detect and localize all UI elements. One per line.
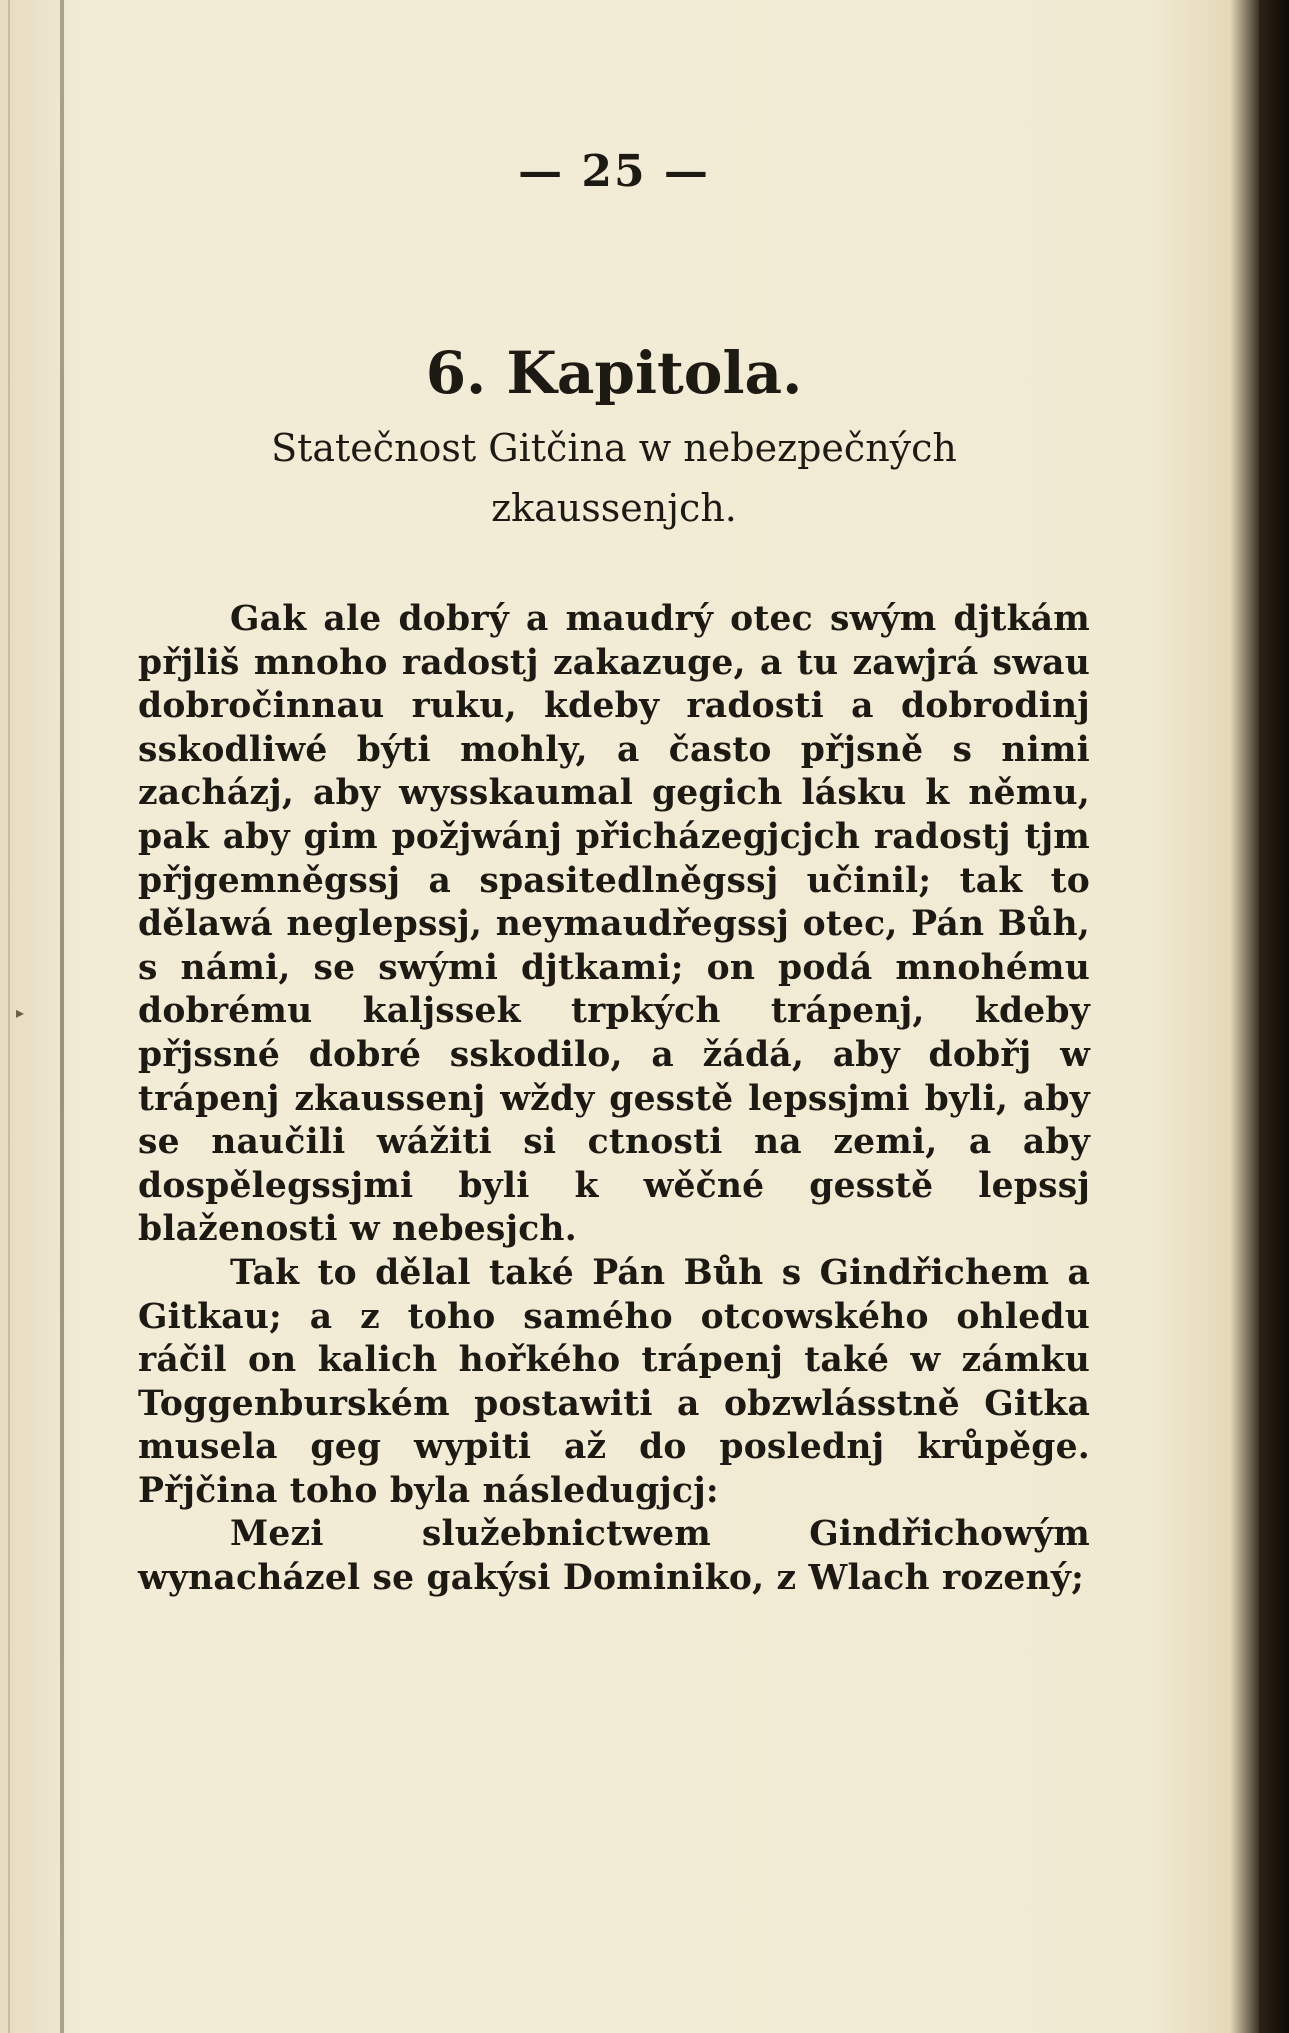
paragraph: Gak ale dobrý a maudrý otec swým djtkám přjliš mnoho radostj zakazuge, a tu zawjrá swau dobročinnau ruku, kdeby radosti a dobrodinj sskodliwé býti mohly, a často přjsně s nimi zacházj, aby wysskaumal gegich lásku k němu, pak aby gim požjwánj přicházegjcjch radostj tjm přjgemněgssj a spasitedlněgssj učinil; tak to dělawá neglepssj, neymaudřegssj otec, Pán Bůh, s námi, se swými djtkami; on podá mnohému dobrému kaljssek trpkých trápenj, kdeby přjssné dobré sskodilo, a žádá, aby dobřj w trápenj zkaussenj wždy gesstě lepssjmi byli, aby se naučili wážiti si ctnosti na zemi, a aby dospělegssjmi byli k wěčné gesstě lepssj blaženosti w nebesjch. xyxy=(138,599,1090,1250)
book-edge-shadow xyxy=(1259,0,1289,2033)
page-number: — 25 — xyxy=(518,146,710,197)
paragraph: Tak to dělal také Pán Bůh s Gindřichem a Gitkau; a z toho samého otcowského ohledu ráčil on kalich hořkého trápenj také w zámku Toggenburském postawiti a obzwlásstně Gitka musela geg wypiti až do poslednj krůpěge. Přjčina toho byla následugjcj: xyxy=(138,1252,1090,1511)
gutter-edge xyxy=(8,0,10,2033)
paragraph: Mezi služebnictwem Gindřichowým wynacházel se gakýsi Dominiko, z Wlach rozený; xyxy=(138,1514,1090,1599)
margin-mark: ▸ xyxy=(16,1003,25,1022)
page-content xyxy=(138,140,1090,1601)
page-gutter xyxy=(60,0,64,2033)
chapter-title: 6. Kapitola. xyxy=(425,339,803,407)
chapter-subtitle: Statečnost Gitčina w nebezpečných zkaussenjch. xyxy=(271,426,957,530)
